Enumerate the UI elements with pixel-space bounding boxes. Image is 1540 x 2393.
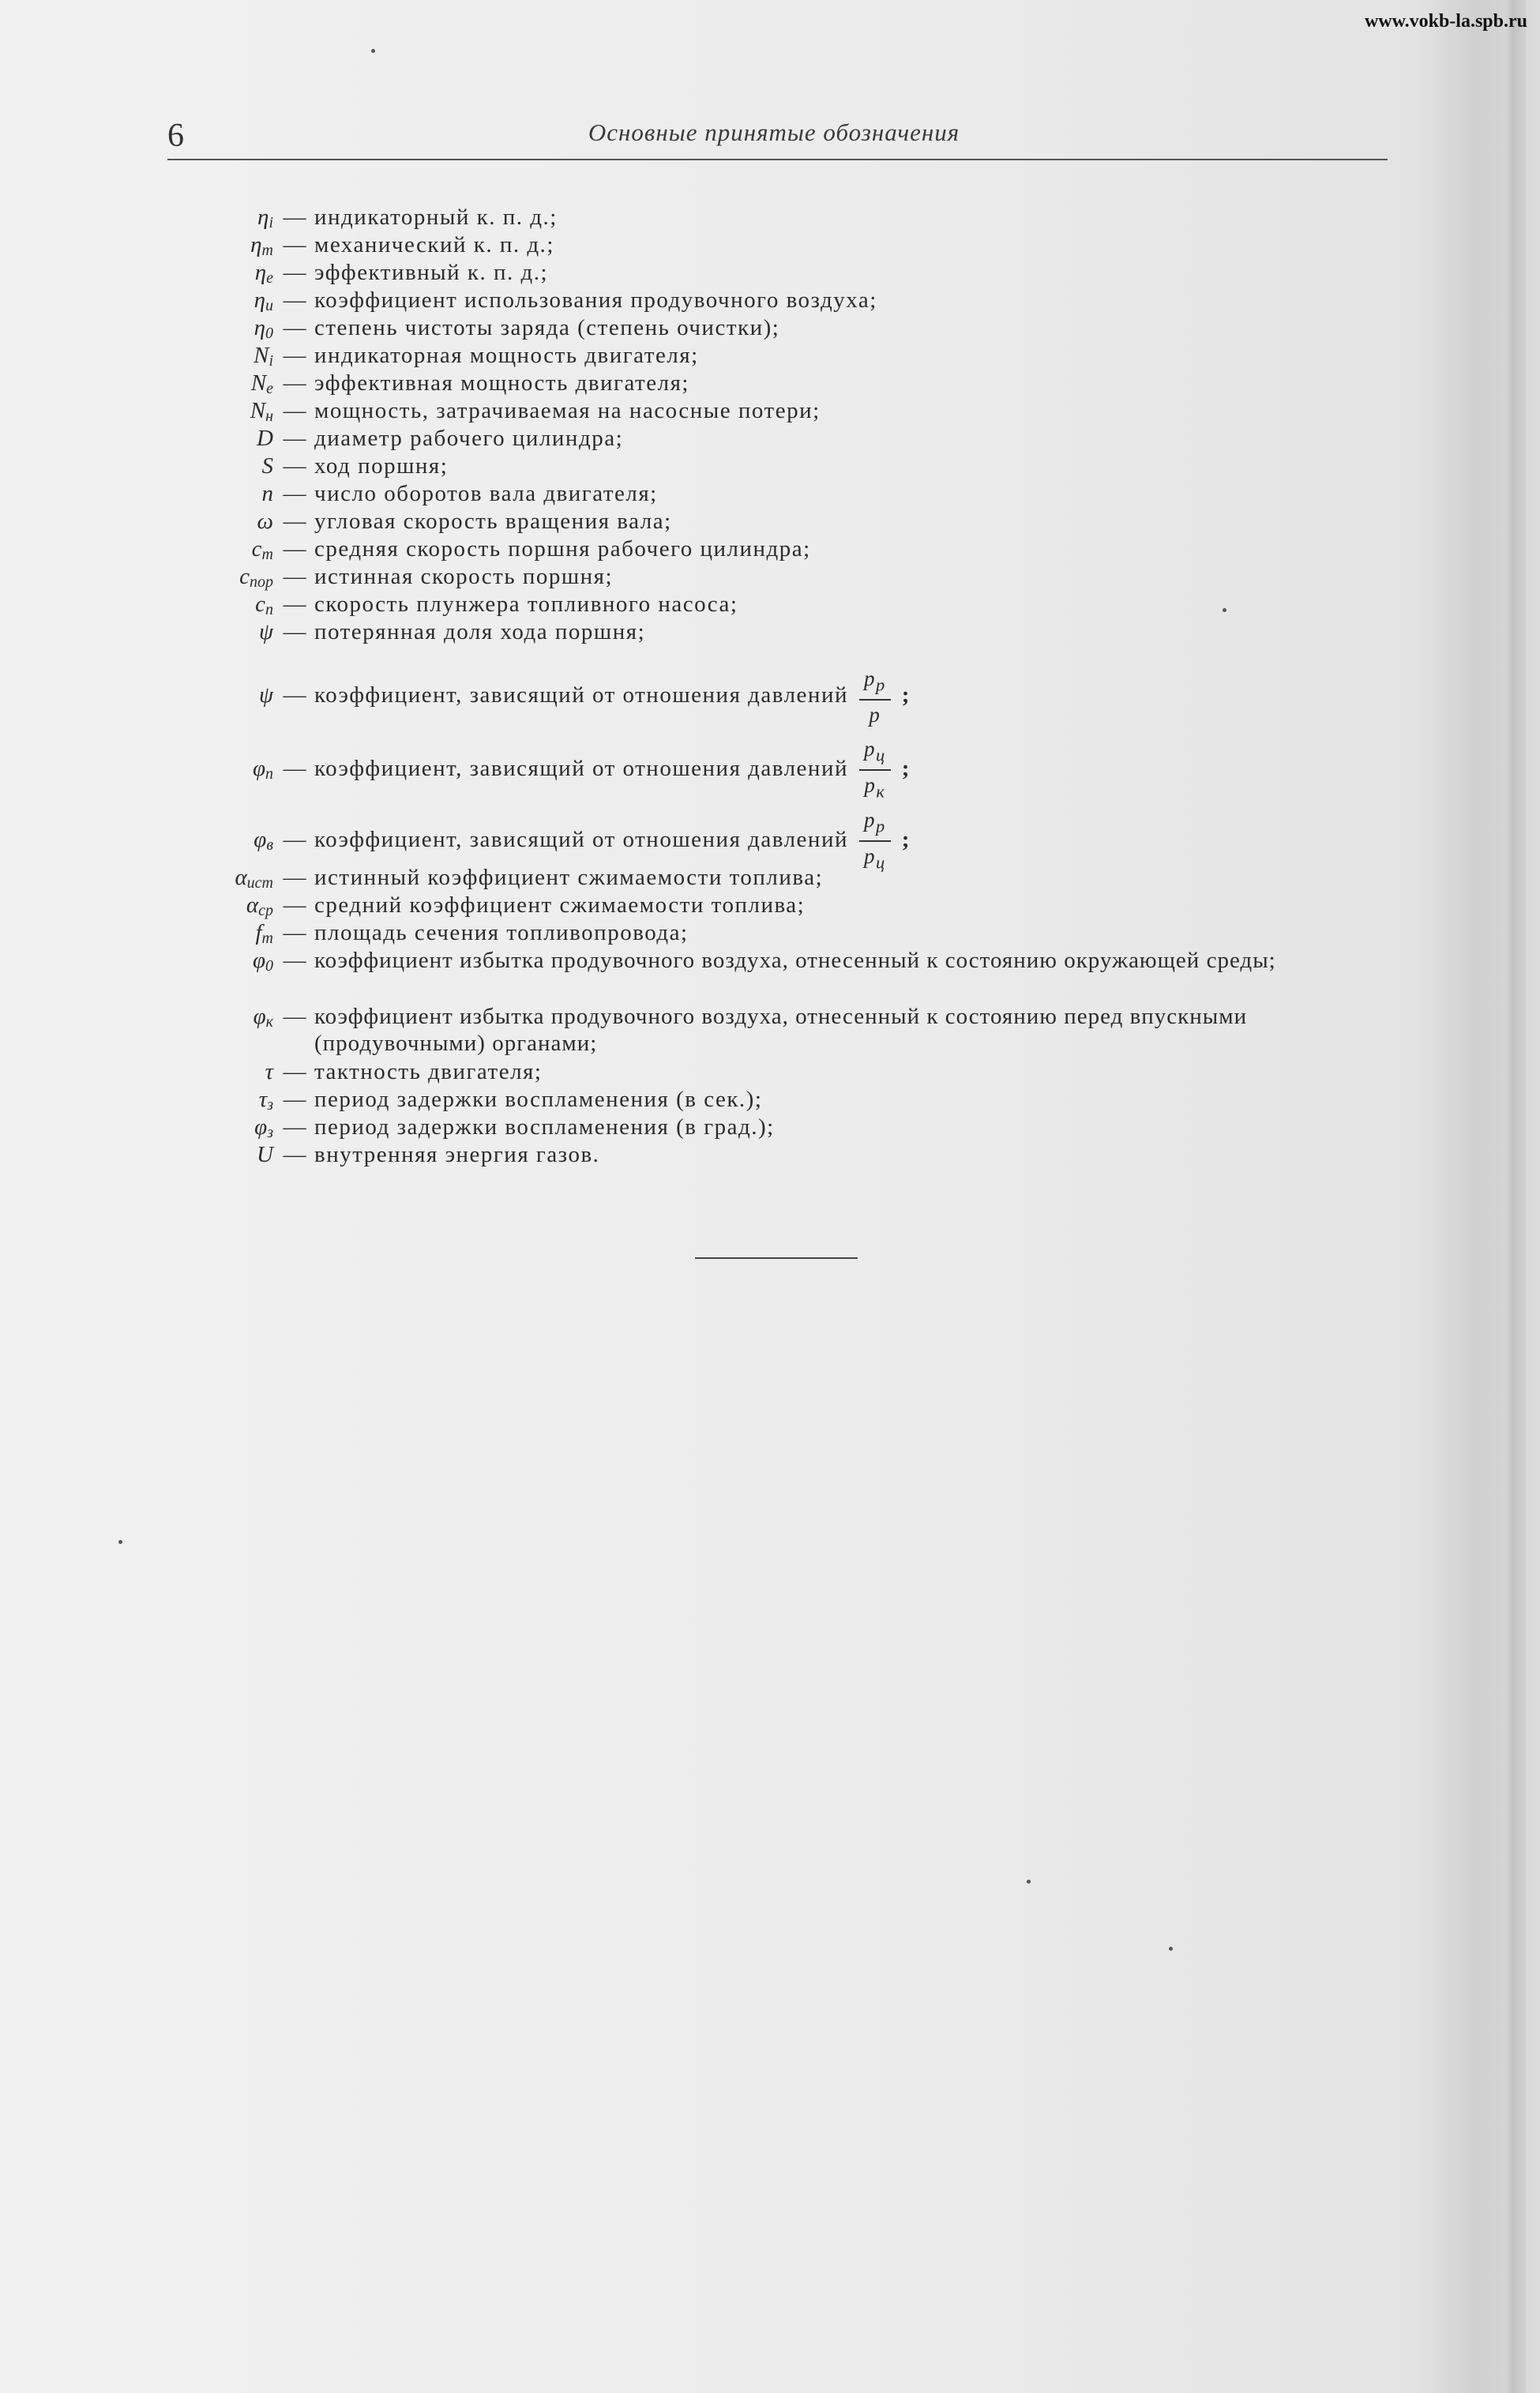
notation-description	[314, 1114, 1398, 1140]
em-dash: —	[283, 205, 306, 230]
symbol-subscript: з	[267, 1096, 273, 1114]
notation-entry	[158, 664, 1398, 729]
description-text: коэффициент, зависящий от отношения давлений	[314, 682, 848, 708]
em-dash: —	[283, 453, 306, 479]
notation-description	[314, 287, 1398, 314]
notation-description	[314, 480, 1398, 507]
symbol-base: α	[246, 892, 259, 918]
description-text: период задержки воспламенения (в сек.);	[314, 1087, 763, 1112]
em-dash: —	[283, 756, 306, 782]
notation-entry	[158, 734, 1398, 806]
notation-symbol	[158, 826, 275, 858]
fraction-numerator: $p_ц$	[859, 734, 891, 771]
symbol-base: ω	[257, 509, 273, 534]
symbol-base: τ	[265, 1059, 273, 1084]
description-text: механический к. п. д.;	[314, 232, 554, 257]
header-rule	[167, 159, 1388, 160]
em-dash: —	[283, 1087, 306, 1112]
symbol-base: φ	[254, 827, 267, 853]
em-dash: —	[283, 865, 306, 890]
notation-entry	[158, 618, 1398, 645]
symbol-subscript: и	[265, 297, 273, 314]
symbol-base: D	[257, 426, 273, 451]
notation-description	[314, 734, 1398, 806]
em-dash: —	[283, 426, 306, 451]
description-text: внутренняя энергия газов.	[314, 1142, 600, 1167]
notation-entry	[158, 453, 1398, 479]
em-dash: —	[283, 827, 306, 853]
notation-description	[314, 892, 1398, 919]
pressure-ratio-fraction	[859, 734, 891, 806]
symbol-base: N	[250, 398, 266, 423]
notation-symbol	[158, 425, 275, 452]
notation-symbol	[158, 682, 275, 708]
symbol-base: η	[254, 260, 267, 285]
description-text: средний коэффициент сжимаемости топлива;	[314, 892, 806, 918]
notation-description	[314, 864, 1398, 891]
em-dash: —	[283, 315, 306, 340]
symbol-base: η	[257, 205, 269, 230]
scan-speck	[1223, 608, 1226, 612]
notation-description	[314, 453, 1398, 479]
description-text: средняя скорость поршня рабочего цилиндра;	[314, 536, 811, 562]
description-text: коэффициент использования продувочного воздуха;	[314, 287, 877, 313]
symbol-base: S	[261, 453, 273, 479]
notation-entry	[158, 1003, 1398, 1057]
section-end-rule	[695, 1257, 858, 1259]
notation-description	[314, 947, 1398, 974]
notation-symbol	[158, 1058, 275, 1085]
em-dash: —	[283, 398, 306, 423]
notation-description	[314, 259, 1398, 286]
symbol-base: η	[250, 232, 262, 257]
description-text: коэффициент избытка продувочного воздуха, отнесенный к состоянию перед впускными (продувочными) органами;	[314, 1004, 1248, 1056]
notation-description	[314, 508, 1398, 535]
notation-description	[314, 204, 1398, 231]
scan-speck	[1027, 1880, 1031, 1884]
pressure-ratio-fraction	[859, 664, 891, 729]
semicolon: ;	[901, 827, 911, 853]
symbol-base: φ	[253, 1004, 266, 1029]
description-text: индикаторная мощность двигателя;	[314, 343, 699, 368]
notation-symbol	[158, 755, 275, 787]
symbol-base: φ	[252, 948, 265, 973]
em-dash: —	[283, 481, 306, 506]
notation-description	[314, 664, 1398, 729]
em-dash: —	[283, 619, 306, 644]
description-text: индикаторный к. п. д.;	[314, 205, 558, 230]
symbol-base: ψ	[258, 682, 273, 708]
notation-description	[314, 535, 1398, 562]
em-dash: —	[283, 1059, 306, 1084]
page-binding-edge	[1505, 0, 1526, 2393]
symbol-base: η	[254, 287, 265, 313]
description-text: ход поршня;	[314, 453, 449, 479]
notation-description	[314, 618, 1398, 645]
em-dash: —	[283, 564, 306, 589]
symbol-subscript: п	[265, 765, 273, 783]
symbol-base: c	[251, 536, 262, 562]
notation-description	[314, 231, 1398, 258]
symbol-subscript: пор	[250, 573, 273, 591]
fraction-denominator: $p_к$	[864, 773, 886, 802]
description-text: период задержки воспламенения (в град.);	[314, 1114, 775, 1140]
notation-description	[314, 1086, 1398, 1113]
notation-description	[314, 314, 1398, 341]
symbol-subscript: m	[261, 546, 273, 563]
description-text: диаметр рабочего цилиндра;	[314, 426, 624, 451]
notation-entry	[158, 425, 1398, 452]
symbol-base: c	[239, 564, 250, 589]
em-dash: —	[283, 682, 306, 708]
notation-description	[314, 397, 1398, 424]
notation-entry	[158, 1141, 1398, 1168]
symbol-subscript: i	[269, 352, 273, 370]
description-text: истинная скорость поршня;	[314, 564, 614, 589]
fraction-denominator: $p_ц$	[864, 844, 886, 873]
symbol-base: N	[250, 370, 267, 396]
symbol-subscript: i	[269, 214, 273, 231]
em-dash: —	[283, 232, 306, 257]
notation-description	[314, 425, 1398, 452]
description-text: тактность двигателя;	[314, 1059, 543, 1084]
notation-entry	[158, 508, 1398, 535]
semicolon: ;	[901, 682, 911, 708]
notation-description	[314, 591, 1398, 618]
symbol-subscript: 0	[265, 325, 273, 342]
notation-description	[314, 342, 1398, 369]
notation-symbol	[158, 508, 275, 535]
symbol-subscript: п	[265, 601, 273, 618]
watermark-url: www.vokb-la.spb.ru	[1364, 11, 1527, 32]
em-dash: —	[283, 536, 306, 562]
symbol-base: ψ	[258, 619, 273, 644]
em-dash: —	[283, 1142, 306, 1167]
symbol-subscript: ист	[246, 874, 273, 892]
notation-description	[314, 1003, 1398, 1057]
symbol-base: U	[257, 1142, 273, 1167]
em-dash: —	[283, 1114, 306, 1140]
notation-symbol	[158, 453, 275, 479]
fraction-numerator: $p_p$	[859, 664, 891, 701]
scan-speck	[118, 1540, 122, 1544]
semicolon: ;	[901, 756, 911, 782]
scan-speck	[1169, 1947, 1173, 1951]
description-text: коэффициент избытка продувочного воздуха, отнесенный к состоянию окружающей среды;	[314, 948, 1276, 973]
description-text: площадь сечения топливопровода;	[314, 920, 689, 945]
em-dash: —	[283, 592, 306, 617]
notation-entry	[158, 480, 1398, 507]
description-text: число оборотов вала двигателя;	[314, 481, 658, 506]
notation-symbol	[158, 1141, 275, 1168]
symbol-base: f	[255, 920, 262, 945]
symbol-subscript: в	[266, 836, 273, 855]
notation-description	[314, 919, 1398, 946]
em-dash: —	[283, 260, 306, 285]
em-dash: —	[283, 1004, 306, 1029]
symbol-subscript: к	[265, 1013, 273, 1031]
page-number: 6	[167, 118, 184, 154]
description-text: степень чистоты заряда (степень очистки);	[314, 315, 780, 340]
symbol-base: φ	[254, 1114, 268, 1140]
symbol-base: φ	[252, 756, 265, 782]
symbol-base: η	[254, 315, 265, 340]
scan-speck	[371, 49, 375, 53]
notation-symbol	[158, 480, 275, 507]
symbol-base: c	[255, 592, 265, 617]
em-dash: —	[283, 920, 306, 945]
description-text: коэффициент, зависящий от отношения давлений	[314, 756, 848, 782]
em-dash: —	[283, 509, 306, 534]
description-text: скорость плунжера топливного насоса;	[314, 592, 738, 617]
symbol-subscript: e	[266, 380, 273, 397]
symbol-subscript: m	[261, 242, 273, 259]
symbol-subscript: e	[266, 269, 273, 287]
symbol-subscript: ср	[258, 902, 273, 919]
notation-entry	[158, 1058, 1398, 1085]
notation-description	[314, 1058, 1398, 1085]
em-dash: —	[283, 287, 306, 313]
symbol-base: τ	[258, 1087, 268, 1112]
description-text: мощность, затрачиваемая на насосные потери;	[314, 398, 821, 423]
running-head: Основные принятые обозначения	[588, 118, 960, 146]
symbol-subscript: 0	[265, 957, 273, 975]
fraction-denominator: p	[869, 703, 881, 727]
notation-symbol	[158, 947, 275, 979]
symbol-subscript: з	[267, 1124, 273, 1141]
symbol-subscript: т	[261, 930, 273, 947]
description-text: потерянная доля хода поршня;	[314, 619, 646, 644]
symbol-base: N	[254, 343, 269, 368]
em-dash: —	[283, 343, 306, 368]
em-dash: —	[283, 370, 306, 396]
notation-description	[314, 563, 1398, 590]
symbol-base: α	[235, 865, 247, 890]
notation-entry	[158, 947, 1398, 979]
fraction-numerator: $p_p$	[859, 806, 891, 842]
description-text: угловая скорость вращения вала;	[314, 509, 672, 534]
notation-description	[314, 370, 1398, 396]
symbol-base: n	[261, 481, 273, 506]
description-text: эффективный к. п. д.;	[314, 260, 549, 285]
description-text: коэффициент, зависящий от отношения давлений	[314, 827, 848, 853]
description-text: эффективная мощность двигателя;	[314, 370, 689, 396]
symbol-subscript: н	[265, 408, 273, 425]
notation-symbol	[158, 618, 275, 645]
notation-symbol	[158, 1003, 275, 1035]
notation-description	[314, 1141, 1398, 1168]
description-text: истинный коэффициент сжимаемости топлива;	[314, 865, 824, 890]
em-dash: —	[283, 892, 306, 918]
em-dash: —	[283, 948, 306, 973]
